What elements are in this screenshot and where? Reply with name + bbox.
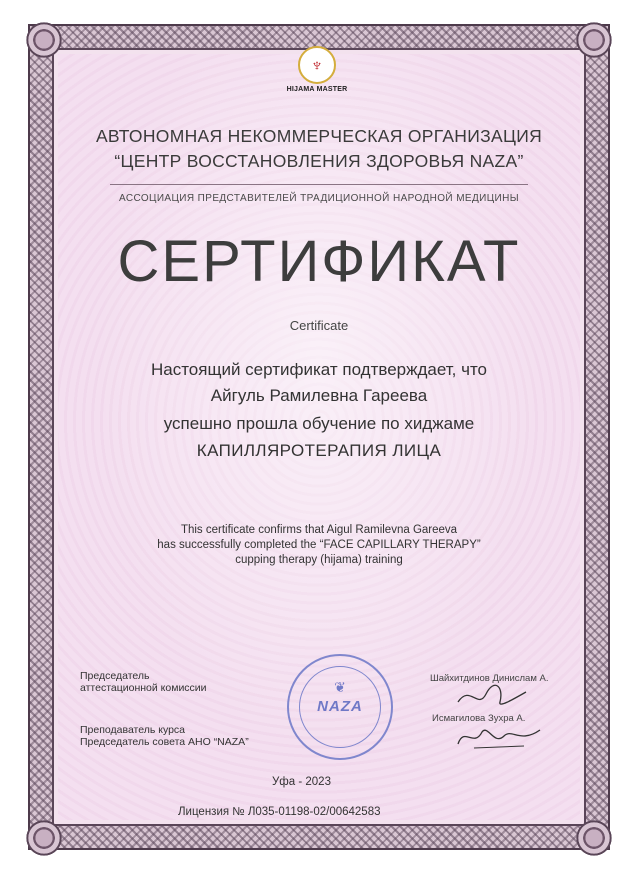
teacher-label-line-1: Преподаватель курса <box>80 724 186 736</box>
corner-ornament-icon <box>574 818 614 858</box>
chair-name: Шайхитдинов Динислам А. <box>430 673 549 684</box>
recipient-name: Айгуль Рамилевна Гареева <box>210 386 428 405</box>
certificate-subtitle: Certificate <box>289 318 349 333</box>
city-year: Уфа - 2023 <box>272 776 331 788</box>
certificate-title: СЕРТИФИКАТ <box>117 229 521 294</box>
tree-person-icon: ♆ <box>310 55 324 75</box>
stamp-text: NAZA <box>317 698 363 715</box>
chair-label-line-2: аттестационной комиссии <box>80 682 207 694</box>
teacher-label-line-2: Председатель совета АНО “NAZA” <box>80 736 249 748</box>
license-number: Лицензия № Л035-01198-02/00642583 <box>178 806 381 818</box>
organization-line-2: “ЦЕНТР ВОССТАНОВЛЕНИЯ ЗДОРОВЬЯ NAZA” <box>114 151 524 171</box>
chair-signature <box>452 682 532 712</box>
divider <box>110 184 528 185</box>
teacher-label <box>80 724 249 748</box>
confirmation-text: Настоящий сертификат подтверждает, что <box>150 360 488 379</box>
association-line: АССОЦИАЦИЯ ПРЕДСТАВИТЕЛЕЙ ТРАДИЦИОННОЙ НАРОДНОЙ МЕДИЦИНЫ <box>118 193 520 204</box>
chair-label <box>80 670 207 694</box>
corner-ornament-icon <box>24 818 64 858</box>
chair-label-line-1: Председатель <box>80 670 150 682</box>
organization-line-1: АВТОНОМНАЯ НЕКОММЕРЧЕСКАЯ ОРГАНИЗАЦИЯ <box>95 126 543 146</box>
course-name: КАПИЛЛЯРОТЕРАПИЯ ЛИЦА <box>196 441 442 460</box>
lotus-icon: ❦ <box>334 679 346 695</box>
hijama-master-logo <box>279 46 355 106</box>
english-text-line-1: This certificate confirms that Aigul Ramilevna Gareeva <box>180 524 458 536</box>
english-text-line-2: has successfully completed the “FACE CAPILLARY THERAPY” <box>157 539 481 551</box>
logo-text: HIJAMA MASTER <box>286 86 348 93</box>
english-text-line-3: cupping therapy (hijama) training <box>235 554 403 566</box>
teacher-signature <box>454 722 544 752</box>
organization-stamp <box>287 654 393 760</box>
corner-ornament-icon <box>574 20 614 60</box>
teacher-name: Исмагилова Зухра А. <box>432 713 526 724</box>
completion-text: успешно прошла обучение по хиджаме <box>163 414 475 433</box>
